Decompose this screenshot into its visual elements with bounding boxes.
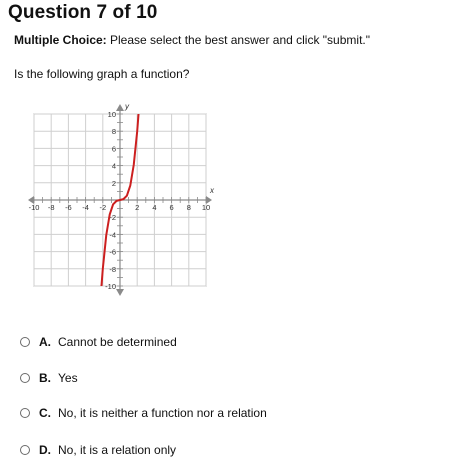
choice-d-letter: D. xyxy=(39,443,51,457)
y-tick-label: 10 xyxy=(107,110,116,119)
y-tick-label: -10 xyxy=(105,282,116,291)
x-tick-label: 2 xyxy=(135,203,140,212)
choice-b-text: Yes xyxy=(58,371,78,385)
y-tick-label: 4 xyxy=(111,161,116,171)
y-tick-label: 2 xyxy=(111,178,116,188)
y-tick-label: 6 xyxy=(111,144,116,154)
choice-d[interactable] xyxy=(20,440,176,460)
y-tick-label: -2 xyxy=(109,213,116,223)
y-tick-label: -6 xyxy=(109,247,116,257)
x-tick-label: 8 xyxy=(186,203,191,212)
choice-b-letter: B. xyxy=(39,371,51,385)
radio-button-b[interactable] xyxy=(20,373,30,383)
choice-b[interactable] xyxy=(20,368,78,388)
radio-button-c[interactable] xyxy=(20,408,30,418)
question-prompt: Is the following graph a function? xyxy=(14,67,190,81)
x-tick-label: -2 xyxy=(99,203,107,212)
y-tick-label: -8 xyxy=(109,264,116,274)
x-tick-label: -8 xyxy=(47,203,55,212)
y-axis-arrow-up xyxy=(116,104,124,111)
radio-button-d[interactable] xyxy=(20,445,30,455)
choice-a-letter: A. xyxy=(39,335,51,349)
x-tick-label: -10 xyxy=(28,203,40,212)
x-tick-label: -4 xyxy=(82,203,89,212)
x-tick-label: 4 xyxy=(152,203,157,212)
x-tick-label: 10 xyxy=(201,203,211,212)
x-axis-label: x xyxy=(210,186,214,195)
choice-d-text: No, it is a relation only xyxy=(58,443,177,457)
x-tick-label: -6 xyxy=(65,203,72,212)
choice-a[interactable] xyxy=(20,332,177,352)
instructions xyxy=(14,33,370,47)
function-graph xyxy=(26,100,226,300)
choice-c[interactable] xyxy=(20,403,267,423)
choice-c-text: No, it is neither a function nor a relation xyxy=(58,406,267,420)
question-header: Question 7 of 10 xyxy=(8,2,158,23)
y-tick-label: 8 xyxy=(111,127,116,137)
choice-a-text: Cannot be determined xyxy=(58,335,177,349)
instructions-label: Multiple Choice: xyxy=(14,33,107,47)
y-tick-label: -4 xyxy=(109,230,116,240)
y-axis-label: y xyxy=(125,102,129,111)
x-tick-label: 6 xyxy=(169,203,174,212)
graph-figure xyxy=(26,100,226,300)
radio-button-a[interactable] xyxy=(20,337,30,347)
choice-c-letter: C. xyxy=(39,406,51,420)
y-axis-arrow-down xyxy=(116,289,124,296)
instructions-text: Please select the best answer and click "submit." xyxy=(110,33,370,47)
